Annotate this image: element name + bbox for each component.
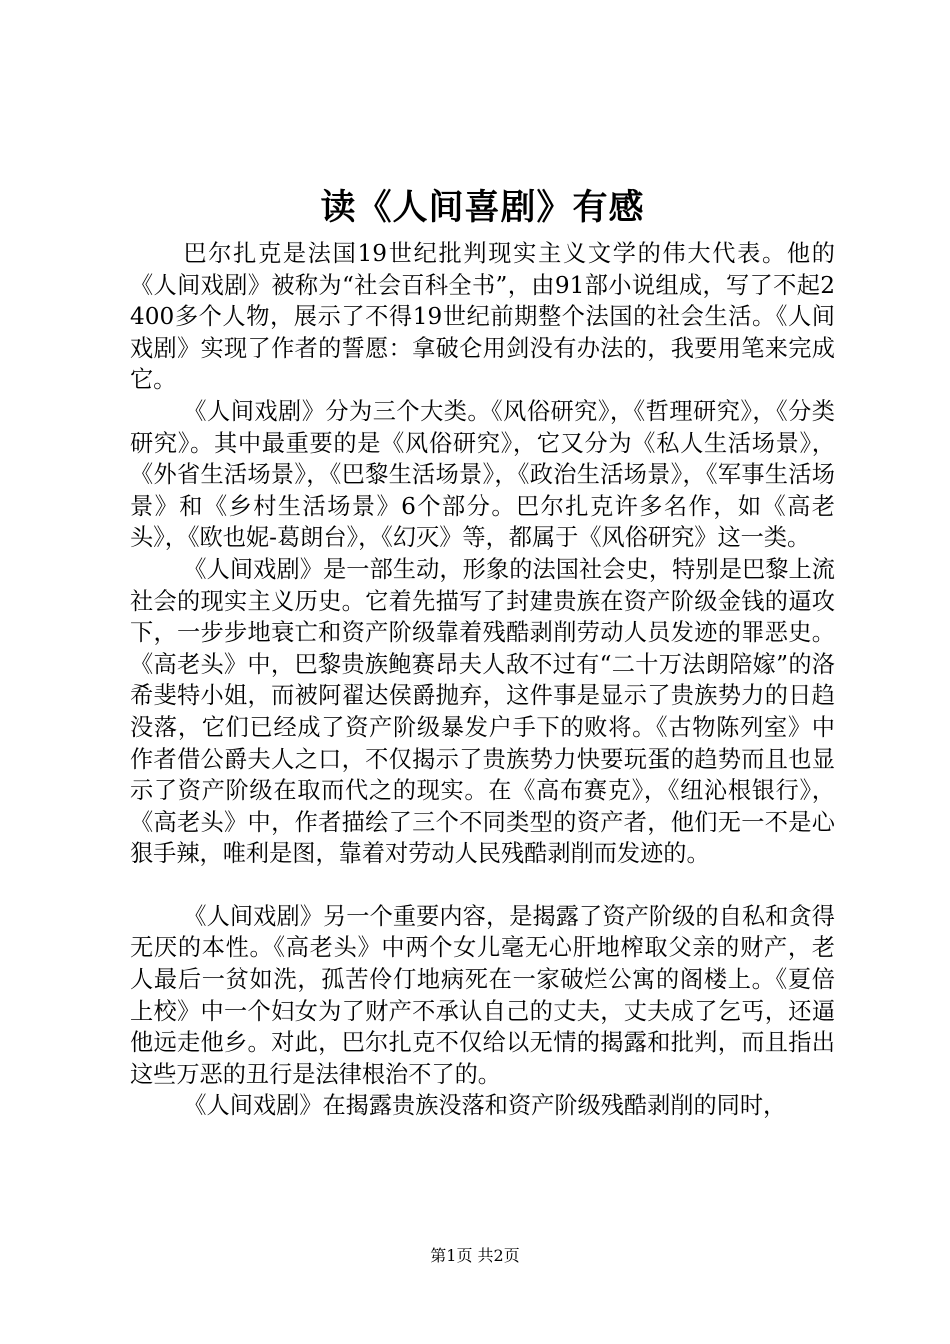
- paragraph-1: 巴尔扎克是法国19世纪批判现实主义文学的伟大代表。他的《人间戏剧》被称为“社会百科全书”，由91部小说组成，写了不起2400多个人物，展示了不得19世纪前期整个法国的社会生活。《人间戏剧》实现了作者的誓愿：拿破仑用剑没有办法的，我要用笔来完成它。: [130, 240, 835, 394]
- paragraph-5: 《人间戏剧》在揭露贵族没落和资产阶级残酷剥削的同时，: [183, 1092, 787, 1120]
- paragraph-4: 《人间戏剧》另一个重要内容，是揭露了资产阶级的自私和贪得无厌的本性。《高老头》中两个女儿毫无心肝地榨取父亲的财产，老人最后一贫如洗，孤苦伶仃地病死在一家破烂公寓的阁楼上。《夏倍上校》中一个妇女为了财产不承认自己的丈夫，丈夫成了乞丐，还逼他远走他乡。对此，巴尔扎克不仅给以无情的揭露和批判，而且指出这些万恶的丑行是法律根治不了的。: [130, 902, 835, 1088]
- document-title: 读《人间喜剧》有感: [320, 187, 645, 228]
- page-footer: 第1页 共2页: [430, 1246, 520, 1265]
- paragraph-spacer: [130, 870, 835, 901]
- document-body: [130, 182, 835, 1122]
- paragraph-2: 《人间戏剧》分为三个大类。《风俗研究》，《哲理研究》，《分类研究》。其中最重要的是《风俗研究》，它又分为《私人生活场景》，《外省生活场景》，《巴黎生活场景》，《政治生活场景》，《军事生活场景》和《乡村生活场景》6个部分。巴尔扎克许多名作，如《高老头》，《欧也妮-葛朗台》，《幻灭》等，都属于《风俗研究》这一类。: [130, 397, 835, 552]
- paragraph-3: 《人间戏剧》是一部生动，形象的法国社会史，特别是巴黎上流社会的现实主义历史。它着先描写了封建贵族在资产阶级金钱的逼攻下，一步步地衰亡和资产阶级靠着残酷剥削劳动人员发迹的罪恶史。《高老头》中，巴黎贵族鲍赛昂夫人敌不过有“二十万法朗陪嫁”的洛希斐特小姐，而被阿翟达侯爵抛弃，这件事是显示了贵族势力的日趋没落，它们已经成了资产阶级暴发户手下的败将。《古物陈列室》中作者借公爵夫人之口，不仅揭示了贵族势力快要玩蛋的趋势而且也显示了资产阶级在取而代之的现实。在《高布赛克》，《纽沁根银行》，《高老头》中，作者描绘了三个不同类型的资产者，他们无一不是心狠手辣，唯利是图，靠着对劳动人民残酷剥削而发迹的。: [130, 555, 835, 868]
